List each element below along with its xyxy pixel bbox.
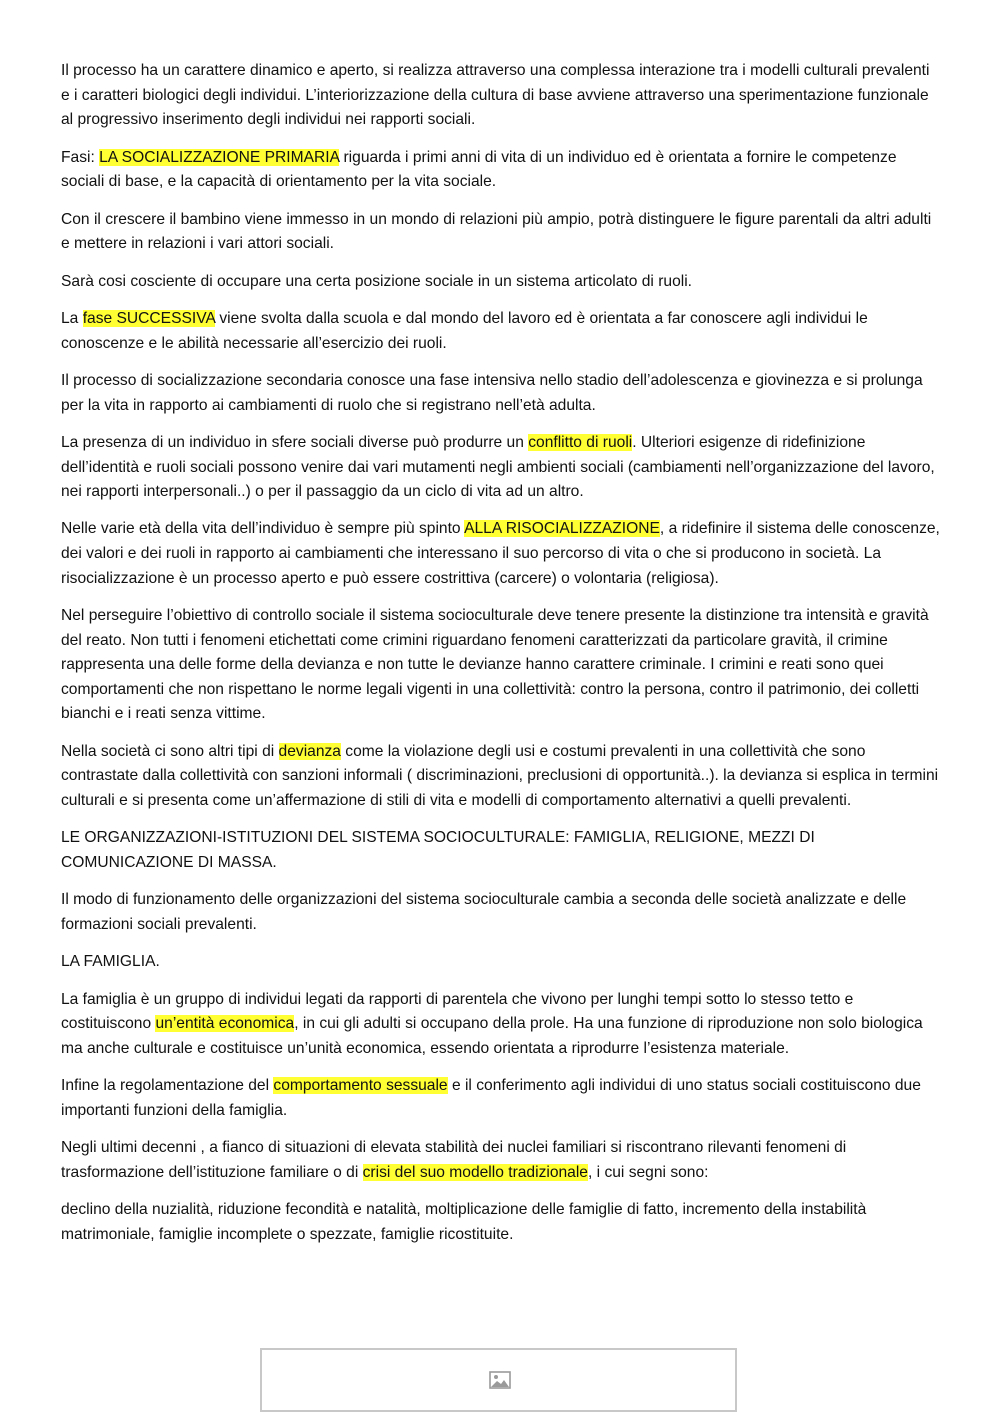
- highlighted-text: crisi del suo modello tradizionale: [362, 1163, 588, 1181]
- document-body: [61, 59, 941, 1260]
- highlighted-text: comportamento sessuale: [273, 1077, 448, 1095]
- image-placeholder: [260, 1348, 737, 1412]
- paragraph: [61, 146, 941, 195]
- paragraph: Il processo ha un carattere dinamico e aperto, si realizza attraverso una complessa interazione tra i modelli culturali prevalenti e i caratteri biologici degli individui. L’interiorizzazione della cultura di base avviene attraverso una sperimentazione funzionale al progressivo inserimento degli individui nei rapporti sociali.: [61, 62, 930, 129]
- text-run: , a ridefinire il sistema delle conoscenze, dei valori e dei ruoli in rapporto ai cambiamenti che interessano il suo percorso di vita o che si producono in società. La risocializzazione è un processo aperto e può essere costrittiva (carcere) o volontaria (religiosa).: [61, 520, 940, 587]
- paragraph: [61, 307, 941, 356]
- paragraph: declino della nuzialità, riduzione fecondità e natalità, moltiplicazione delle famiglie di fatto, incremento della instabilità matrimoniale, famiglie incomplete o spezzate, famiglie ricostituite.: [61, 1201, 867, 1243]
- highlighted-text: LA SOCIALIZZAZIONE PRIMARIA: [99, 148, 340, 166]
- text-run: Infine la regolamentazione del: [61, 1077, 274, 1095]
- paragraph: [61, 740, 941, 814]
- image-icon: [489, 1371, 511, 1389]
- highlighted-text: devianza: [278, 742, 341, 760]
- paragraph: [61, 988, 941, 1062]
- text-run: La: [61, 309, 83, 327]
- paragraph: Nel perseguire l’obiettivo di controllo sociale il sistema socioculturale deve tenere presente la distinzione tra intensità e gravità del reato. Non tutti i fenomeni etichettati come crimini riguardano fenomeni caratterizzati da particolare gravità, il crimine rappresenta una delle forme della devianza e non tutte le devianze hanno carattere criminale. I crimini e reati sono quei comportamenti che non rispettano le norme legali vigenti in una collettività: contro la persona, contro il patrimonio, dei colletti bianchi e i reati senza vittime.: [61, 607, 929, 723]
- paragraph: Sarà cosi cosciente di occupare una certa posizione sociale in un sistema articolato di ruoli.: [61, 272, 693, 290]
- text-run: La famiglia è un gruppo di individui legati da rapporti di parentela che vivono per lunghi tempi sotto lo stesso tetto e costituiscono: [61, 990, 854, 1033]
- highlighted-text: ALLA RISOCIALIZZAZIONE: [464, 520, 660, 538]
- paragraph: [61, 431, 941, 505]
- text-run: , i cui segni sono:: [587, 1163, 709, 1181]
- highlighted-text: un’entità economica: [155, 1015, 295, 1033]
- text-run: riguarda i primi anni di vita di un individuo ed è orientata a fornire le competenze sociali di base, e la capacità di orientamento per la vita sociale.: [61, 148, 897, 191]
- paragraph: Il modo di funzionamento delle organizzazioni del sistema socioculturale cambia a seconda delle società analizzate e delle formazioni sociali prevalenti.: [61, 891, 907, 933]
- text-run: Negli ultimi decenni , a fianco di situazioni di elevata stabilità dei nuclei familiari si riscontrano rilevanti fenomeni di trasformazione dell’istituzione familiare o di: [61, 1139, 847, 1181]
- paragraph: [61, 1136, 941, 1185]
- text-run: Fasi:: [61, 148, 100, 166]
- section-heading: LE ORGANIZZAZIONI-ISTITUZIONI DEL SISTEMA SOCIOCULTURALE: FAMIGLIA, RELIGIONE, MEZZI DI COMUNICAZIONE DI MASSA.: [61, 829, 815, 871]
- text-run: Nella società ci sono altri tipi di: [61, 742, 279, 760]
- paragraph: Con il crescere il bambino viene immesso in un mondo di relazioni più ampio, potrà distinguere le figure parentali da altri adulti e mettere in relazioni i vari attori sociali.: [61, 210, 932, 253]
- text-run: , in cui gli adulti si occupano della prole. Ha una funzione di riproduzione non solo biologica ma anche culturale e costituisce un’unità economica, essendo orientata a riprodurre l’esistenza materiale.: [61, 1015, 923, 1057]
- text-run: e il conferimento agli individui di uno status sociali costituiscono due importanti funzioni della famiglia.: [61, 1077, 921, 1119]
- text-run: La presenza di un individuo in sfere sociali diverse può produrre un: [61, 433, 529, 451]
- text-run: come la violazione degli usi e costumi prevalenti in una collettività che sono contrastate dalla collettività con sanzioni informali ( discriminazioni, preclusioni di opportunità..). la devianza si esplica in termini culturali e si presenta come un’affermazione di stili di vita e modelli di comportamento alternativi a quelli prevalenti.: [61, 742, 939, 810]
- highlighted-text: conflitto di ruoli: [528, 433, 633, 451]
- highlighted-text: fase SUCCESSIVA: [82, 309, 215, 327]
- text-run: . Ulteriori esigenze di ridefinizione dell’identità e ruoli sociali possono venire dai vari mutamenti negli ambienti sociali (cambiamenti nell’organizzazione del lavoro, nei rapporti interpersonali..) o per il passaggio da un ciclo di vita ad un altro.: [61, 433, 935, 501]
- paragraph: Il processo di socializzazione secondaria conosce una fase intensiva nello stadio dell’adolescenza e giovinezza e si prolunga per la vita in rapporto ai cambiamenti di ruolo che si registrano nell’età adulta.: [61, 371, 923, 414]
- paragraph: [61, 517, 941, 591]
- text-run: Nelle varie età della vita dell’individuo è sempre più spinto: [61, 520, 465, 538]
- text-run: viene svolta dalla scuola e dal mondo del lavoro ed è orientata a far conoscere agli individui le conoscenze e le abilità necessarie all’esercizio dei ruoli.: [61, 309, 868, 352]
- paragraph: [61, 1074, 941, 1123]
- section-heading: LA FAMIGLIA.: [61, 953, 160, 971]
